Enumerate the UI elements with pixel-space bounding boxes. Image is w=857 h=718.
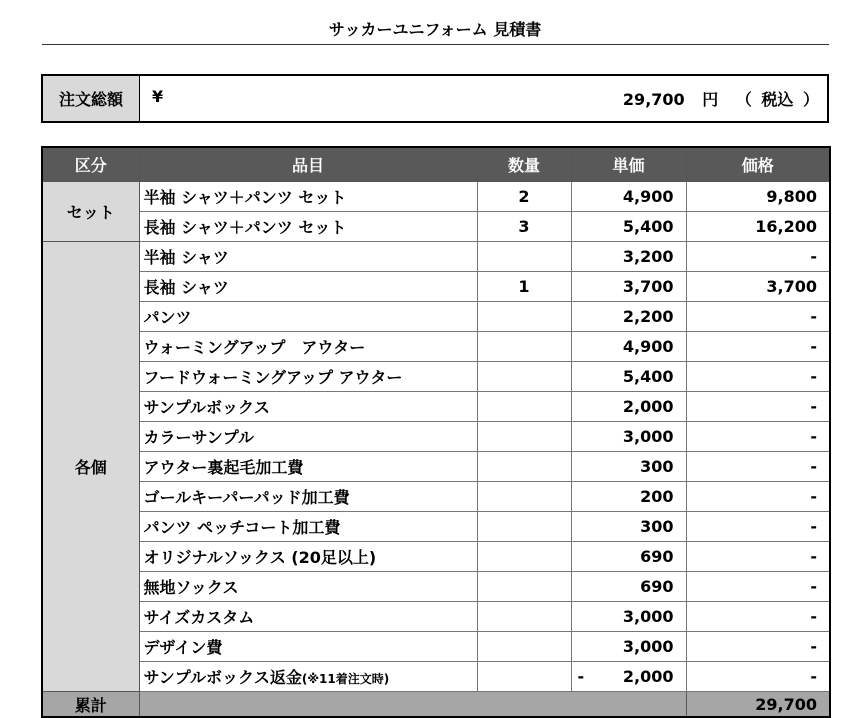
unit-price-cell[interactable]: 4,900: [571, 182, 686, 212]
order-total-unit: 円: [702, 90, 719, 109]
order-total-label: 注文総額: [42, 75, 140, 122]
price-cell[interactable]: -: [686, 512, 830, 542]
item-cell[interactable]: 長袖 シャツ＋パンツ セット: [139, 212, 477, 242]
item-cell[interactable]: 無地ソックス: [139, 572, 477, 602]
table-row: [42, 422, 830, 452]
unit-price-cell[interactable]: 690: [571, 542, 686, 572]
table-row: [42, 362, 830, 392]
item-cell[interactable]: サンプルボックス: [139, 392, 477, 422]
qty-cell[interactable]: [477, 332, 571, 362]
price-cell[interactable]: -: [686, 662, 830, 692]
table-row: [42, 182, 830, 212]
qty-cell[interactable]: [477, 452, 571, 482]
item-cell[interactable]: 半袖 シャツ: [139, 242, 477, 272]
item-text: サンプルボックス返金: [143, 668, 302, 687]
summary-total[interactable]: 29,700: [686, 692, 830, 718]
summary-blank: [139, 692, 686, 718]
table-row: [42, 302, 830, 332]
price-cell[interactable]: -: [686, 392, 830, 422]
unit-price-cell[interactable]: 300: [571, 452, 686, 482]
qty-cell[interactable]: [477, 362, 571, 392]
unit-price-cell[interactable]: 3,000: [571, 422, 686, 452]
price-cell[interactable]: -: [686, 482, 830, 512]
table-row: [42, 572, 830, 602]
qty-cell[interactable]: [477, 662, 571, 692]
estimate-table: [41, 146, 831, 718]
qty-cell[interactable]: [477, 512, 571, 542]
header-qty: 数量: [477, 147, 571, 182]
header-unit-price: 単価: [571, 147, 686, 182]
item-note: (※11着注文時): [301, 672, 390, 686]
price-cell[interactable]: -: [686, 452, 830, 482]
table-row: [42, 332, 830, 362]
qty-cell[interactable]: 3: [477, 212, 571, 242]
currency-symbol: ¥: [152, 87, 164, 106]
unit-price-cell[interactable]: 300: [571, 512, 686, 542]
qty-cell[interactable]: [477, 542, 571, 572]
unit-price-cell[interactable]: 690: [571, 572, 686, 602]
table-row: [42, 602, 830, 632]
item-cell[interactable]: ウォーミングアップ アウター: [139, 332, 477, 362]
table-row: [42, 452, 830, 482]
table-header-row: [42, 147, 830, 182]
item-cell[interactable]: フードウォーミングアップ アウター: [139, 362, 477, 392]
item-cell[interactable]: 長袖 シャツ: [139, 272, 477, 302]
unit-price-cell[interactable]: 3,200: [571, 242, 686, 272]
item-cell[interactable]: カラーサンプル: [139, 422, 477, 452]
unit-price-cell[interactable]: 2,000: [571, 392, 686, 422]
price-cell[interactable]: -: [686, 572, 830, 602]
item-cell[interactable]: 半袖 シャツ＋パンツ セット: [139, 182, 477, 212]
unit-price-cell[interactable]: 200: [571, 482, 686, 512]
table-row: [42, 392, 830, 422]
price-cell[interactable]: 9,800: [686, 182, 830, 212]
price-cell[interactable]: -: [686, 242, 830, 272]
unit-price-cell[interactable]: 3,000: [571, 602, 686, 632]
order-total-box: [41, 74, 829, 123]
table-row: [42, 632, 830, 662]
unit-price-cell[interactable]: 5,400: [571, 362, 686, 392]
price-cell[interactable]: -: [686, 602, 830, 632]
price-cell[interactable]: 3,700: [686, 272, 830, 302]
item-cell[interactable]: デザイン費: [139, 632, 477, 662]
qty-cell[interactable]: [477, 632, 571, 662]
table-row: [42, 212, 830, 242]
item-cell[interactable]: パンツ ペッチコート加工費: [139, 512, 477, 542]
price-cell[interactable]: -: [686, 332, 830, 362]
unit-price-cell[interactable]: 4,900: [571, 332, 686, 362]
price-cell[interactable]: -: [686, 302, 830, 332]
order-total-amount-group: [615, 87, 819, 110]
qty-cell[interactable]: [477, 572, 571, 602]
category-set: セット: [42, 182, 139, 242]
unit-price-cell[interactable]: 3,700: [571, 272, 686, 302]
item-cell[interactable]: サイズカスタム: [139, 602, 477, 632]
unit-price-cell[interactable]: 5,400: [571, 212, 686, 242]
title-divider: [42, 44, 829, 45]
header-price: 価格: [686, 147, 830, 182]
price-cell[interactable]: 16,200: [686, 212, 830, 242]
qty-cell[interactable]: [477, 422, 571, 452]
category-single: 各個: [42, 242, 139, 692]
header-category: 区分: [42, 147, 139, 182]
price-cell[interactable]: -: [686, 362, 830, 392]
price-cell[interactable]: -: [686, 542, 830, 572]
qty-cell[interactable]: [477, 392, 571, 422]
unit-price-value: 2,000: [622, 667, 674, 686]
item-cell[interactable]: [139, 662, 477, 692]
unit-price-cell[interactable]: 3,000: [571, 632, 686, 662]
unit-price-cell[interactable]: 2,200: [571, 302, 686, 332]
price-cell[interactable]: -: [686, 422, 830, 452]
order-total-tax-note: （ 税込 ）: [735, 90, 819, 109]
qty-cell[interactable]: [477, 482, 571, 512]
item-cell[interactable]: アウター裏起毛加工費: [139, 452, 477, 482]
table-row: [42, 482, 830, 512]
qty-cell[interactable]: [477, 302, 571, 332]
summary-row: [42, 692, 830, 718]
item-cell[interactable]: ゴールキーパーパッド加工費: [139, 482, 477, 512]
order-total-value: [140, 75, 829, 122]
page-title: サッカーユニフォーム 見積書: [328, 20, 542, 39]
minus-sign: -: [577, 667, 585, 686]
qty-cell[interactable]: 2: [477, 182, 571, 212]
qty-cell[interactable]: 1: [477, 272, 571, 302]
qty-cell[interactable]: [477, 242, 571, 272]
order-total-amount: 29,700: [622, 90, 685, 109]
qty-cell[interactable]: [477, 602, 571, 632]
price-cell[interactable]: -: [686, 632, 830, 662]
item-cell[interactable]: パンツ: [139, 302, 477, 332]
header-item: 品目: [139, 147, 477, 182]
table-row: [42, 542, 830, 572]
table-row: [42, 242, 830, 272]
unit-price-cell[interactable]: [571, 662, 686, 692]
item-cell[interactable]: オリジナルソックス (20足以上): [139, 542, 477, 572]
table-row: [42, 512, 830, 542]
table-row: [42, 272, 830, 302]
table-row: [42, 662, 830, 692]
summary-label: 累計: [42, 692, 139, 718]
